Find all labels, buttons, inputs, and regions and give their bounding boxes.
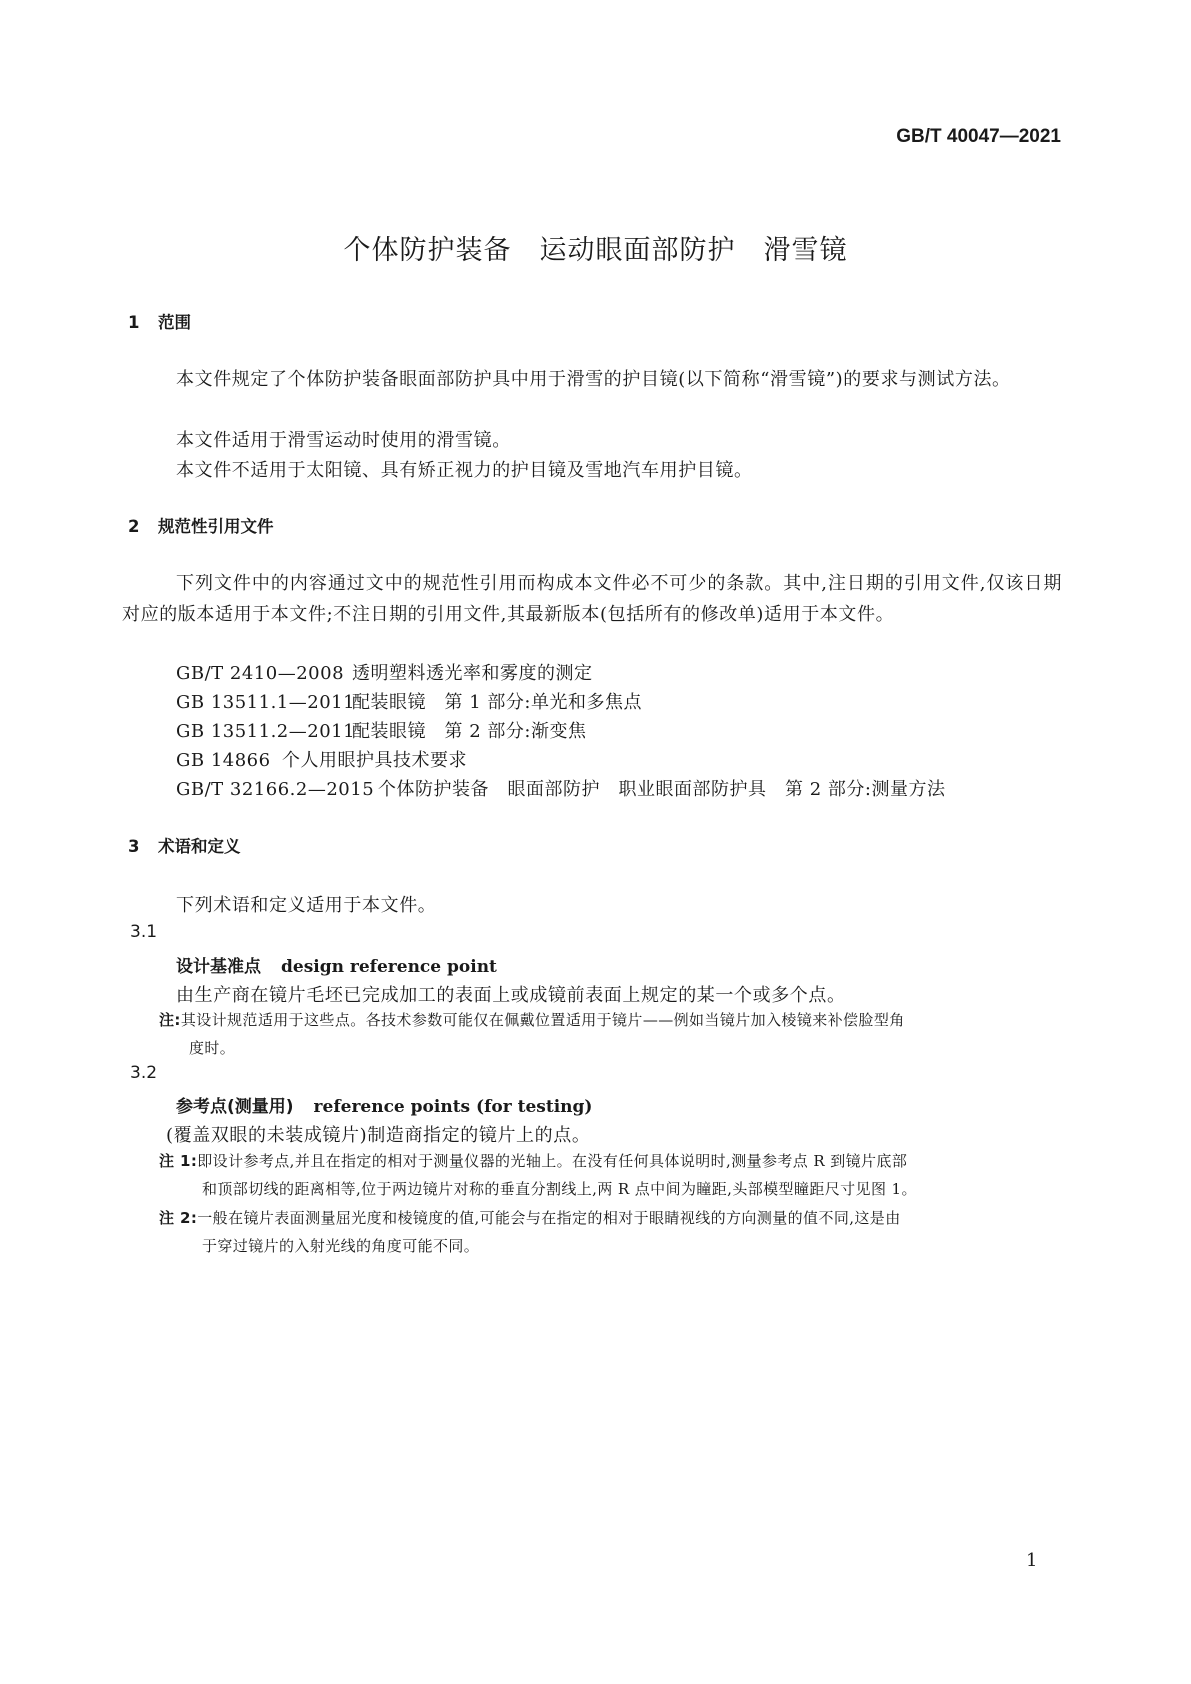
note-text-continued: 度时。 <box>189 1039 236 1057</box>
section-1-heading <box>128 309 191 333</box>
section-1-paragraph-1: 本文件规定了个体防护装备眼面部防护具中用于滑雪的护目镜(以下简称“滑雪镜”)的要求与测试方法。 <box>176 369 1011 390</box>
term-english: reference points (for testing) <box>313 1097 593 1117</box>
reference-title: 配装眼镜 第 2 部分:渐变焦 <box>352 721 587 742</box>
reference-code: GB 14866 <box>176 750 271 771</box>
term-heading <box>176 952 497 977</box>
reference-code: GB/T 32166.2—2015 <box>176 779 375 800</box>
section-1-paragraph-2: 本文件适用于滑雪运动时使用的滑雪镜。 <box>176 430 511 451</box>
reference-code: GB/T 2410—2008 <box>176 663 345 684</box>
section-1-title: 范围 <box>158 313 191 332</box>
page-number: 1 <box>1026 1550 1038 1571</box>
note-text: 其设计规范适用于这些点。各技术参数可能仅在佩戴位置适用于镜片——例如当镜片加入棱镜来补偿脸型角 <box>180 1011 905 1029</box>
note-text-continued: 于穿过镜片的入射光线的角度可能不同。 <box>202 1237 480 1255</box>
section-3-number: 3 <box>128 837 140 856</box>
section-1-paragraph-3: 本文件不适用于太阳镜、具有矫正视力的护目镜及雪地汽车用护目镜。 <box>176 460 753 481</box>
reference-title: 透明塑料透光率和雾度的测定 <box>352 663 593 684</box>
section-2-heading <box>128 513 274 537</box>
note-label: 注 1: <box>159 1152 198 1170</box>
term-heading <box>176 1092 592 1117</box>
normative-reference <box>176 775 945 801</box>
reference-title: 个人用眼护具技术要求 <box>282 750 467 771</box>
term-number: 3.1 <box>130 922 158 942</box>
normative-reference <box>176 659 593 685</box>
document-title: 个体防护装备 运动眼面部防护 滑雪镜 <box>343 235 848 266</box>
reference-code: GB 13511.2—2011 <box>176 721 356 742</box>
normative-reference <box>176 688 642 714</box>
section-2-intro: 下列文件中的内容通过文中的规范性引用而构成本文件必不可少的条款。其中,注日期的引用文件,仅该日期对应的版本适用于本文件;不注日期的引用文件,其最新版本(包括所有的修改单)适用于本文件。 <box>122 573 1062 625</box>
note-label: 注 2: <box>159 1209 198 1227</box>
section-3-title: 术语和定义 <box>158 837 241 856</box>
term-note <box>159 1006 905 1062</box>
note-text: 一般在镜片表面测量屈光度和棱镜度的值,可能会与在指定的相对于眼睛视线的方向测量的值不同,这是由 <box>197 1209 901 1227</box>
note-text-continued: 和顶部切线的距离相等,位于两边镜片对称的垂直分割线上,两 R 点中间为瞳距,头部模型瞳距尺寸见图 1。 <box>202 1180 917 1198</box>
term-chinese: 设计基准点 <box>176 957 261 977</box>
term-english: design reference point <box>281 957 497 977</box>
section-3-heading <box>128 833 241 857</box>
reference-code: GB 13511.1—2011 <box>176 692 356 713</box>
term-chinese: 参考点(测量用) <box>176 1097 294 1117</box>
note-label: 注: <box>159 1011 181 1029</box>
term-definition: (覆盖双眼的未装成镜片)制造商指定的镜片上的点。 <box>166 1125 591 1146</box>
term-definition: 由生产商在镜片毛坯已完成加工的表面上或成镜前表面上规定的某一个或多个点。 <box>176 985 846 1006</box>
term-note-1 <box>159 1147 917 1203</box>
reference-title: 个体防护装备 眼面部防护 职业眼面部防护具 第 2 部分:测量方法 <box>378 779 946 800</box>
reference-title: 配装眼镜 第 1 部分:单光和多焦点 <box>352 692 642 713</box>
standard-code: GB/T 40047—2021 <box>896 126 1061 147</box>
term-note-2 <box>159 1204 901 1260</box>
section-2-number: 2 <box>128 517 140 536</box>
normative-reference <box>176 717 586 743</box>
section-2-title: 规范性引用文件 <box>158 517 274 536</box>
normative-reference <box>176 746 467 772</box>
section-1-number: 1 <box>128 313 140 332</box>
note-text: 即设计参考点,并且在指定的相对于测量仪器的光轴上。在没有任何具体说明时,测量参考点 R 到镜片底部 <box>197 1152 908 1170</box>
section-3-intro: 下列术语和定义适用于本文件。 <box>176 895 437 916</box>
term-number: 3.2 <box>130 1063 158 1083</box>
